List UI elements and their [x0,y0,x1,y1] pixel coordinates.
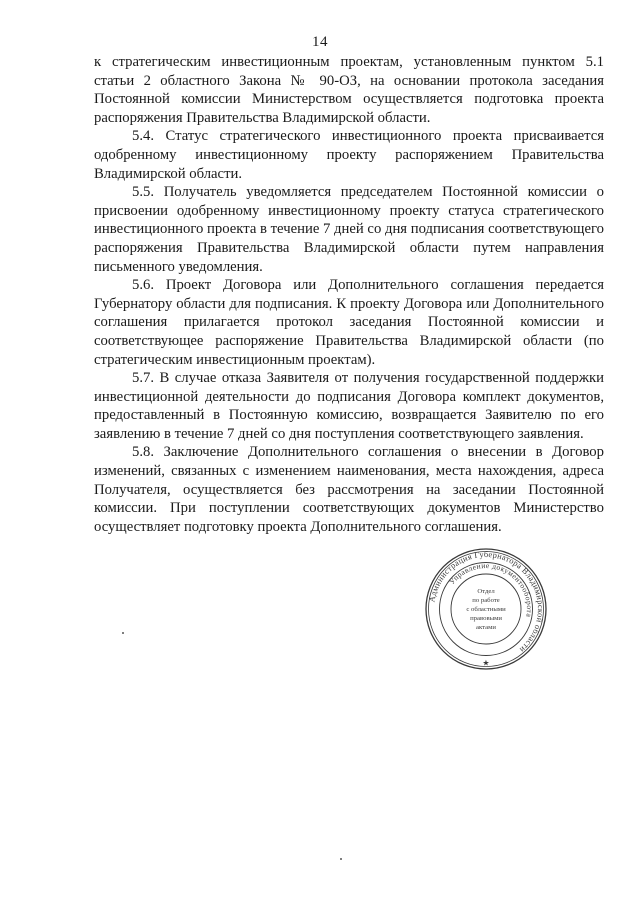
paragraph-5-8: 5.8. Заключение Дополнительного соглашения о внесении в Договор изменений, связанных с изменением наименования, места нахождения, адреса Получателя, осуществляется без рассмотрения на заседании Постоянной комиссии. При поступлении соответствующих документов Министерство осуществляет подготовку проекта Дополнительного соглашения. [94,444,604,535]
paragraph-5-6: 5.6. Проект Договора или Дополнительного соглашения передается Губернатору области для подписания. К проекту Договора или Дополнительного соглашения прилагается протокол заседания Постоянной комиссии и соответствующее распоряжение Правительства Владимирской области (по стратегическим инвестиционным проектам). [94,277,604,368]
stamp-center-line: правовыми [470,615,502,622]
scan-speck [122,632,124,634]
paragraph-continuation: к стратегическим инвестиционным проектам, установленным пунктом 5.1 статьи 2 областного Закона № 90-ОЗ, на основании протокола заседания Постоянной комиссии Министерством осуществляется подготовка проекта распоряжения Правительства Владимирской области. [94,54,604,126]
paragraph-5-7: 5.7. В случае отказа Заявителя от получения государственной поддержки инвестиционной деятельности до подписания Договора комплект документов, предоставленный в Постоянную комиссию, возвращается Заявителю по его заявлению в течение 7 дней со дня поступления соответствующего заявления. [94,370,604,442]
paragraph-5-4: 5.4. Статус стратегического инвестиционного проекта присваивается одобренному инвестиционному проекту распоряжением Правительства Владимирской области. [94,128,604,182]
stamp-star-icon: ★ [482,658,490,668]
stamp-center-line: Отдел [477,588,495,595]
document-body [94,53,604,536]
stamp-center-line: с областными [466,606,506,613]
official-stamp [424,547,548,671]
paragraph-5-5: 5.5. Получатель уведомляется председателем Постоянной комиссии о присвоении одобренному инвестиционному проекту статуса стратегического инвестиционного проекта в течение 7 дней со дня подписания соответствующего распоряжения Правительства Владимирской области путем направления письменного уведомления. [94,184,604,275]
stamp-outer-ring-text: Администрация Губернатора Владимирской области [427,549,546,655]
scan-speck [340,858,342,860]
stamp-inner-ring-text: Управление документооборота [447,560,535,618]
stamp-seal-icon [424,547,548,671]
stamp-center-line: актами [476,624,496,631]
stamp-center-line: по работе [472,597,500,604]
page-number: 14 [312,34,328,50]
